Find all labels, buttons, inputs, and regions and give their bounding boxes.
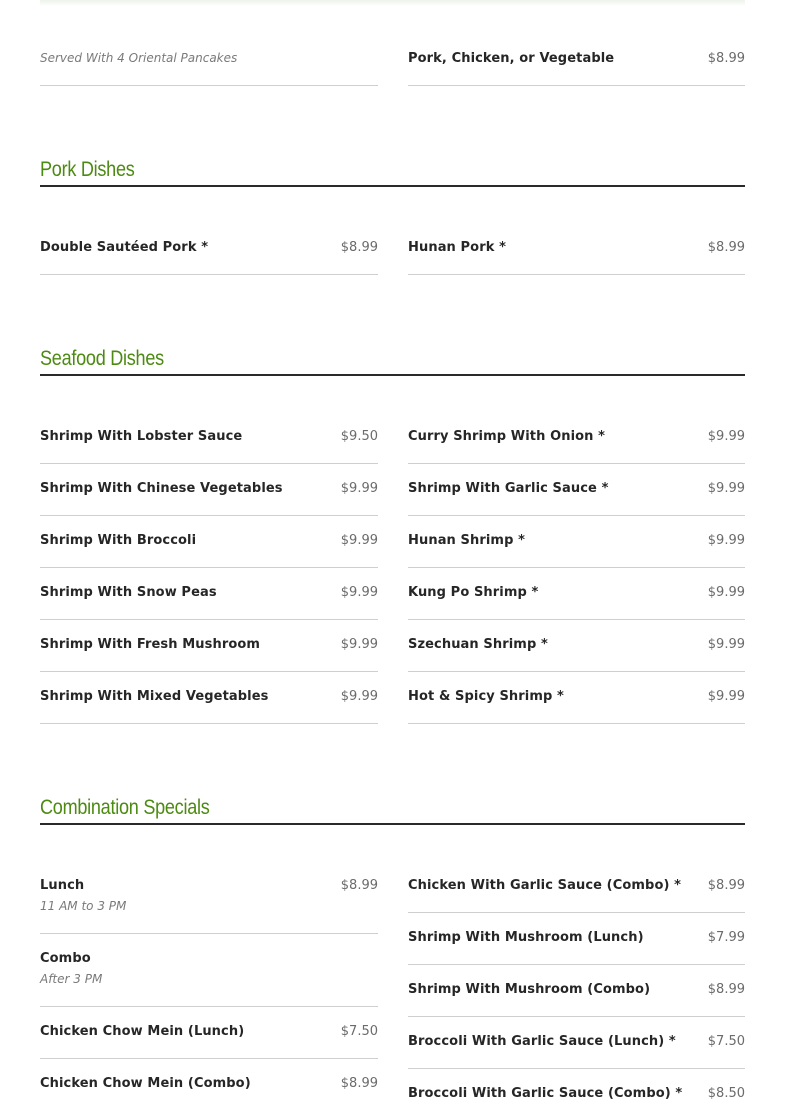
section-title-combination: Combination Specials xyxy=(40,796,210,819)
item-name: Double Sautéed Pork * xyxy=(40,240,209,255)
item-price: $8.50 xyxy=(707,1086,745,1101)
item-name: Hunan Shrimp * xyxy=(408,533,526,548)
item-price: $9.99 xyxy=(707,481,745,496)
item-price: $9.99 xyxy=(707,533,745,548)
menu-item xyxy=(40,0,378,86)
item-price: $8.99 xyxy=(340,878,378,893)
item-price: $9.99 xyxy=(707,429,745,444)
item-name: Hunan Pork * xyxy=(408,240,506,255)
item-description: Served With 4 Oriental Pancakes xyxy=(40,51,238,65)
menu-item[interactable] xyxy=(408,1017,745,1069)
item-price: $8.99 xyxy=(707,878,745,893)
menu-item[interactable] xyxy=(408,826,745,913)
menu-item[interactable] xyxy=(408,620,745,672)
item-price: $9.99 xyxy=(340,637,378,652)
section-title-pork: Pork Dishes xyxy=(40,158,135,181)
menu-item[interactable] xyxy=(408,1069,745,1106)
menu-item[interactable] xyxy=(408,188,745,275)
menu-item[interactable] xyxy=(40,568,378,620)
menu-item[interactable] xyxy=(40,464,378,516)
item-name: Shrimp With Chinese Vegetables xyxy=(40,481,283,496)
item-name: Shrimp With Mushroom (Combo) xyxy=(408,982,651,997)
item-price: $9.50 xyxy=(340,429,378,444)
item-price: $7.50 xyxy=(707,1034,745,1049)
menu-item[interactable] xyxy=(40,516,378,568)
item-price: $8.99 xyxy=(707,51,745,66)
item-price: $9.99 xyxy=(707,637,745,652)
menu-item[interactable] xyxy=(40,826,378,934)
menu-item[interactable] xyxy=(40,377,378,464)
item-price: $7.99 xyxy=(707,930,745,945)
item-price: $8.99 xyxy=(707,982,745,997)
menu-item[interactable] xyxy=(408,965,745,1017)
item-name: Lunch xyxy=(40,878,85,893)
section-title-seafood: Seafood Dishes xyxy=(40,347,164,370)
item-name: Broccoli With Garlic Sauce (Lunch) * xyxy=(408,1034,676,1049)
item-name: Shrimp With Garlic Sauce * xyxy=(408,481,609,496)
menu-item[interactable] xyxy=(408,377,745,464)
section-rule xyxy=(40,185,745,187)
item-name: Szechuan Shrimp * xyxy=(408,637,548,652)
item-name: Hot & Spicy Shrimp * xyxy=(408,689,564,704)
item-name: Chicken Chow Mein (Lunch) xyxy=(40,1024,245,1039)
menu-item[interactable] xyxy=(408,568,745,620)
item-name: Chicken Chow Mein (Combo) xyxy=(40,1076,251,1091)
item-description: After 3 PM xyxy=(40,972,103,986)
menu-item[interactable] xyxy=(408,516,745,568)
item-price: $9.99 xyxy=(340,481,378,496)
item-name: Shrimp With Fresh Mushroom xyxy=(40,637,261,652)
item-description: 11 AM to 3 PM xyxy=(40,899,127,913)
item-name: Pork, Chicken, or Vegetable xyxy=(408,51,615,66)
menu-item[interactable] xyxy=(40,1007,378,1059)
item-price: $8.99 xyxy=(707,240,745,255)
menu-item[interactable] xyxy=(408,464,745,516)
item-name: Shrimp With Broccoli xyxy=(40,533,197,548)
item-name: Shrimp With Mixed Vegetables xyxy=(40,689,269,704)
menu-item[interactable] xyxy=(408,672,745,724)
item-name: Shrimp With Mushroom (Lunch) xyxy=(408,930,644,945)
item-name: Shrimp With Snow Peas xyxy=(40,585,217,600)
section-rule xyxy=(40,823,745,825)
item-price: $9.99 xyxy=(707,689,745,704)
item-price: $9.99 xyxy=(340,533,378,548)
item-name: Shrimp With Lobster Sauce xyxy=(40,429,243,444)
menu-item[interactable] xyxy=(40,188,378,275)
menu-item[interactable] xyxy=(408,0,745,86)
item-price: $7.50 xyxy=(340,1024,378,1039)
menu-item[interactable] xyxy=(408,913,745,965)
menu-item[interactable] xyxy=(40,620,378,672)
menu-item[interactable] xyxy=(40,934,378,1007)
item-price: $9.99 xyxy=(340,689,378,704)
item-name: Broccoli With Garlic Sauce (Combo) * xyxy=(408,1086,683,1101)
section-rule xyxy=(40,374,745,376)
item-price: $9.99 xyxy=(707,585,745,600)
item-name: Kung Po Shrimp * xyxy=(408,585,539,600)
menu-item[interactable] xyxy=(40,672,378,724)
item-price: $8.99 xyxy=(340,240,378,255)
item-name: Curry Shrimp With Onion * xyxy=(408,429,606,444)
item-price: $8.99 xyxy=(340,1076,378,1091)
menu-item[interactable] xyxy=(40,1059,378,1110)
item-name: Combo xyxy=(40,951,91,966)
item-price: $9.99 xyxy=(340,585,378,600)
item-name: Chicken With Garlic Sauce (Combo) * xyxy=(408,878,682,893)
